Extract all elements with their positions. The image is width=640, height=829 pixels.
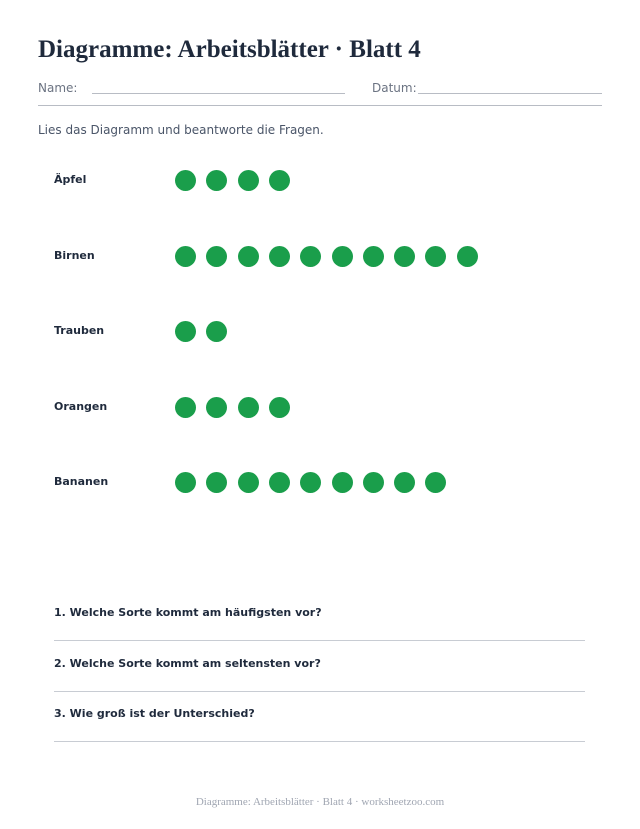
question-text: 1. Welche Sorte kommt am häufigsten vor?: [54, 606, 322, 619]
pictograph-symbol: [332, 472, 353, 493]
name-label: Name:: [38, 81, 78, 95]
pictograph-symbol: [175, 170, 196, 191]
date-label: Datum:: [372, 81, 417, 95]
category-label: Äpfel: [54, 173, 87, 186]
pictograph-symbol: [238, 397, 259, 418]
pictograph-symbol: [238, 170, 259, 191]
pictograph-symbol: [425, 246, 446, 267]
pictograph-symbol: [332, 246, 353, 267]
instructions: Lies das Diagramm und beantworte die Fragen.: [38, 123, 324, 137]
page-title: Diagramme: Arbeitsblätter · Blatt 4: [38, 36, 421, 63]
pictograph-symbol: [238, 472, 259, 493]
pictograph-symbol: [300, 472, 321, 493]
category-label: Bananen: [54, 475, 109, 488]
pictograph-symbol: [457, 246, 478, 267]
pictograph-symbol: [363, 472, 384, 493]
pictograph-symbol: [394, 246, 415, 267]
pictograph-symbol: [206, 246, 227, 267]
chart-row: [0, 320, 640, 344]
pictograph-symbol: [269, 246, 290, 267]
question-text: 3. Wie groß ist der Unterschied?: [54, 707, 255, 720]
name-field[interactable]: [92, 93, 345, 94]
category-label: Trauben: [54, 324, 105, 337]
pictograph-symbol: [269, 472, 290, 493]
answer-line[interactable]: [54, 640, 585, 641]
pictograph-symbol: [363, 246, 384, 267]
pictograph-symbol: [206, 170, 227, 191]
pictograph-symbol: [425, 472, 446, 493]
pictograph-symbol: [175, 321, 196, 342]
pictograph-symbol: [175, 472, 196, 493]
pictograph-symbol: [269, 397, 290, 418]
pictograph-symbol: [394, 472, 415, 493]
header-divider: [38, 105, 602, 106]
pictograph-symbol: [175, 397, 196, 418]
pictograph-symbol: [206, 321, 227, 342]
answer-line[interactable]: [54, 741, 585, 742]
chart-row: [0, 471, 640, 495]
pictograph-symbol: [206, 397, 227, 418]
chart-row: [0, 396, 640, 420]
pictograph-symbol: [238, 246, 259, 267]
category-label: Orangen: [54, 399, 108, 413]
date-field[interactable]: [418, 93, 602, 94]
chart-row: [0, 245, 640, 269]
pictograph-symbol: [175, 246, 196, 267]
pictograph-symbol: [206, 472, 227, 493]
footer: Diagramme: Arbeitsblätter · Blatt 4 · worksheetzoo.com: [195, 796, 445, 808]
question-text: 2. Welche Sorte kommt am seltensten vor?: [54, 656, 321, 670]
answer-line[interactable]: [54, 691, 585, 692]
pictograph-symbol: [300, 246, 321, 267]
category-label: Birnen: [54, 248, 95, 262]
pictograph-symbol: [269, 170, 290, 191]
chart-row: [0, 169, 640, 193]
